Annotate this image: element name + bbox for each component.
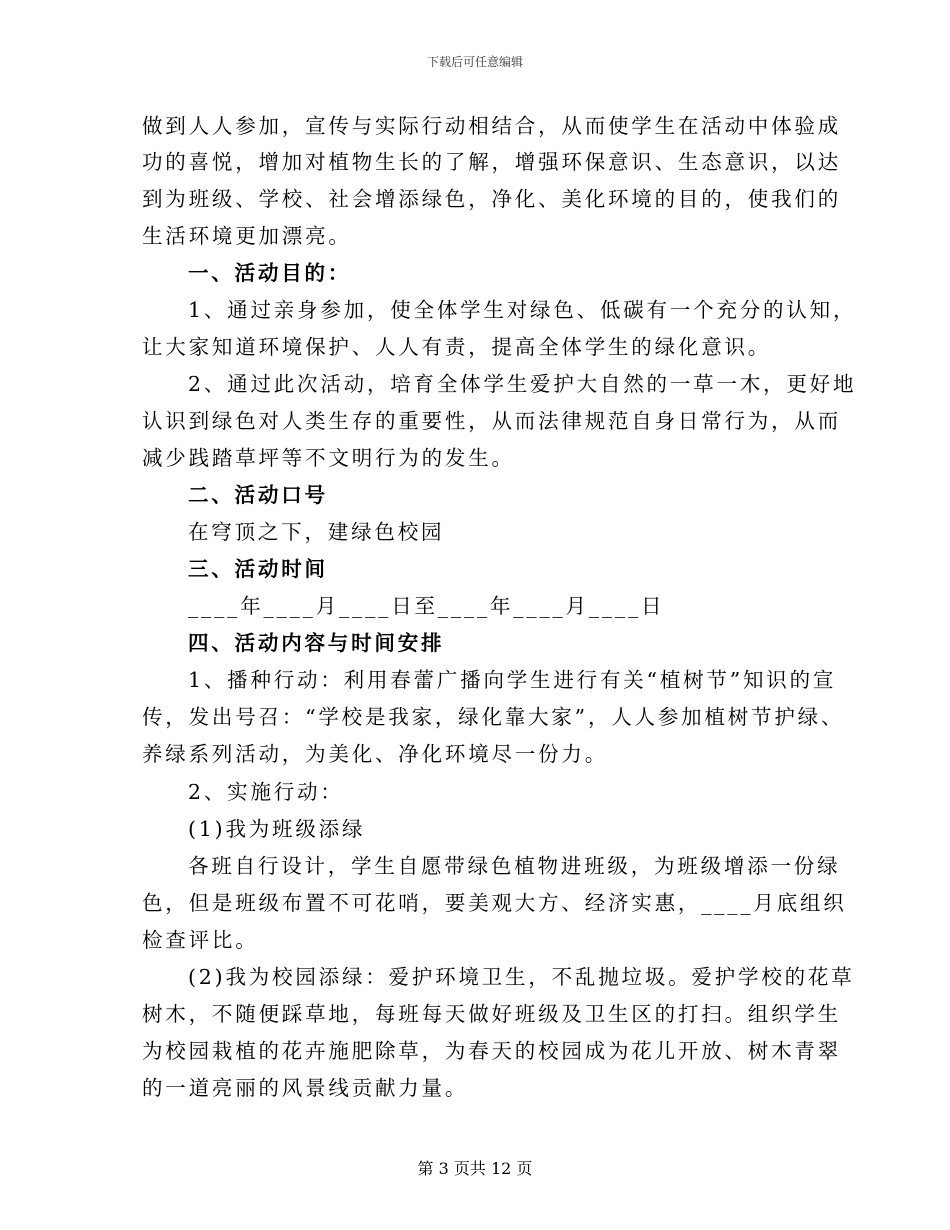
body-line: 检查评比。: [142, 928, 259, 952]
date-blank-line: ____年____月____日至____年____月____日: [188, 594, 665, 618]
body-line: 做到人人参加，宣传与实际行动相结合，从而使学生在活动中体验成: [142, 114, 841, 138]
section-heading: 三、活动时间: [188, 557, 328, 581]
body-line: 1、通过亲身参加，使全体学生对绿色、低碳有一个充分的认知，: [188, 298, 857, 322]
body-line: 认识到绿色对人类生存的重要性，从而法律规范自身日常行为，从而: [142, 409, 841, 433]
page-footer: 第 3 页共 12 页: [417, 1159, 533, 1178]
body-line: 让大家知道环境保护、人人有责，提高全体学生的绿化意识。: [142, 335, 772, 359]
page-header: 下载后可任意编辑: [426, 55, 523, 69]
body-line: 2、实施行动：: [188, 780, 344, 804]
body-line: 色，但是班级布置不可花哨，要美观大方、经济实惠，____月底组织: [142, 891, 847, 915]
body-line: 1、播种行动：利用春蕾广播向学生进行有关“植树节”知识的宣: [188, 668, 837, 692]
body-line: 传，发出号召：“学校是我家，绿化靠大家”，人人参加植树节护绿、: [142, 705, 845, 729]
section-heading: 一、活动目的：: [188, 261, 352, 285]
body-line: 减少践踏草坪等不文明行为的发生。: [142, 446, 515, 470]
body-line: 到为班级、学校、社会增添绿色，净化、美化环境的目的，使我们的: [142, 187, 841, 211]
body-line: 2、通过此次活动，培育全体学生爱护大自然的一草一木，更好地: [188, 372, 857, 396]
section-heading: 四、活动内容与时间安排: [188, 631, 445, 655]
body-line: 为校园栽植的花卉施肥除草，为春天的校园成为花儿开放、树木青翠: [142, 1039, 841, 1063]
body-line: 功的喜悦，增加对植物生长的了解，增强环保意识、生态意识，以达: [142, 150, 841, 174]
body-line: 各班自行设计，学生自愿带绿色植物进班级，为班级增添一份绿: [188, 854, 841, 878]
body-line: (1)我为班级添绿: [188, 817, 366, 841]
body-line: 在穹顶之下，建绿色校园: [188, 520, 445, 544]
body-line: 养绿系列活动，为美化、净化环境尽一份力。: [142, 742, 608, 766]
body-line: 生活环境更加漂亮。: [142, 224, 352, 248]
section-heading: 二、活动口号: [188, 483, 328, 507]
body-line: (2)我为校园添绿：爱护环境卫生，不乱抛垃圾。爱护学校的花草: [188, 965, 855, 989]
body-line: 树木，不随便踩草地，每班每天做好班级及卫生区的打扫。组织学生: [142, 1002, 841, 1026]
body-line: 的一道亮丽的风景线贡献力量。: [142, 1076, 469, 1100]
